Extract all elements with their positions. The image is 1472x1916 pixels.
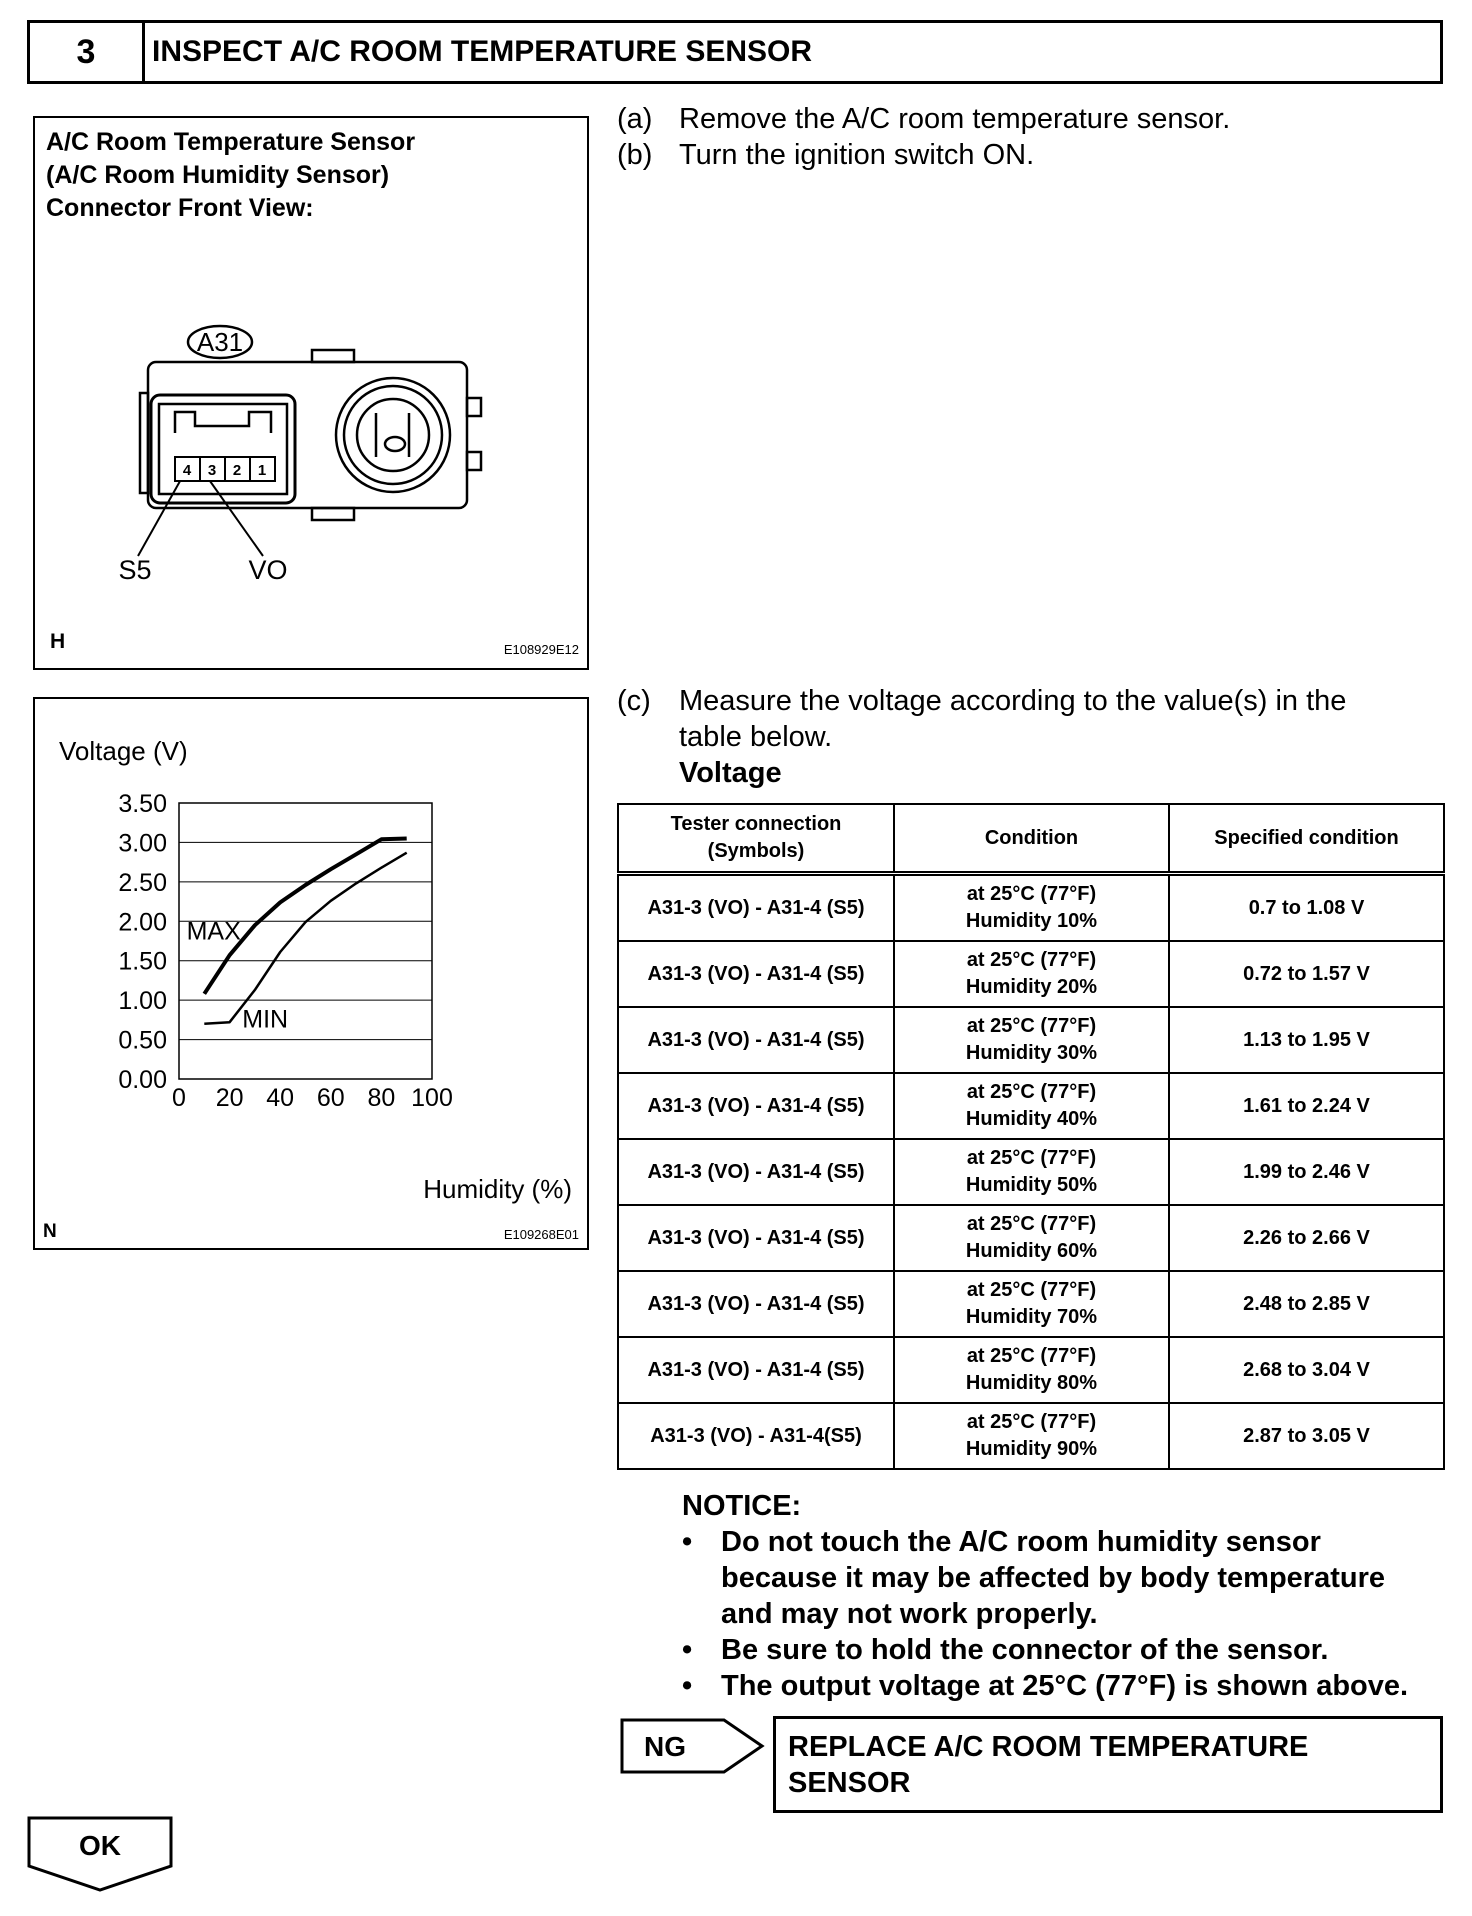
notice-item-line: because it may be affected by body temperature [721, 1562, 1385, 1594]
cell-connection: A31-3 (VO) - A31-4 (S5) [618, 1007, 894, 1073]
x-tick-label: 40 [266, 1084, 295, 1112]
table-row [618, 1271, 1444, 1337]
table-row [618, 1205, 1444, 1271]
cell-specified-condition: 1.13 to 1.95 V [1169, 1007, 1444, 1073]
condition-temperature: at 25°C (77°F) [966, 883, 1097, 905]
condition-temperature: at 25°C (77°F) [966, 1213, 1097, 1235]
vo-leader-line [205, 474, 263, 556]
ok-label: OK [79, 1830, 121, 1861]
notice-item-line: Be sure to hold the connector of the sensor. [721, 1634, 1329, 1666]
sensor-inner-ring [344, 386, 442, 484]
connector-id-label: A31 [196, 327, 244, 357]
condition-humidity: Humidity 60% [965, 1240, 1098, 1262]
sensor-core [357, 399, 429, 471]
notice-item-line: and may not work properly. [721, 1598, 1098, 1630]
notice-list [682, 1524, 1452, 1704]
table-row [618, 1073, 1444, 1139]
figure-corner-letter: H [50, 630, 66, 653]
y-tick-label: 0.00 [118, 1066, 167, 1094]
condition-humidity: Humidity 30% [965, 1042, 1098, 1064]
notice-title: NOTICE: [682, 1490, 802, 1522]
condition-humidity: Humidity 10% [965, 910, 1098, 932]
x-tick-labels [172, 1084, 453, 1112]
y-tick-labels [118, 790, 167, 1094]
pin-label-2: 2 [232, 462, 242, 479]
bullet-icon: • [682, 1634, 693, 1666]
table-header-row [618, 804, 1444, 874]
replace-line-1: REPLACE A/C ROOM TEMPERATURE [788, 1731, 1309, 1763]
notice-item [682, 1668, 1452, 1704]
pin-vo-label: VO [248, 555, 288, 585]
ok-arrow-box [27, 1816, 175, 1892]
table-row [618, 1337, 1444, 1403]
figure-corner-letter: N [43, 1221, 57, 1242]
pin-label-1: 1 [257, 462, 267, 479]
bullet-icon: • [682, 1670, 693, 1702]
cell-condition [894, 1139, 1169, 1205]
s5-leader-line [138, 474, 184, 556]
y-tick-label: 3.50 [118, 790, 167, 818]
sensor-element-dot [385, 437, 405, 451]
caption-line-3: Connector Front View: [46, 194, 314, 222]
series-labels [187, 917, 288, 1033]
y-tick-label: 2.50 [118, 868, 167, 897]
y-tick-label: 3.00 [118, 829, 167, 858]
step-number: 3 [30, 23, 145, 81]
step-c-text-line-2: table below. [679, 721, 833, 753]
ng-arrow-box [620, 1718, 770, 1774]
condition-humidity: Humidity 20% [965, 976, 1098, 998]
cell-specified-condition: 1.99 to 2.46 V [1169, 1139, 1444, 1205]
notice-item-line: Do not touch the A/C room humidity sensor [721, 1526, 1321, 1558]
x-tick-label: 0 [172, 1084, 186, 1112]
step-c-text-line-1: Measure the voltage according to the value(s) in the [679, 685, 1347, 717]
connector-figure [33, 116, 589, 670]
notice-item [682, 1524, 1452, 1632]
table-body [618, 874, 1444, 1470]
notice-item-line: The output voltage at 25°C (77°F) is shown above. [721, 1670, 1409, 1702]
table-row [618, 1007, 1444, 1073]
table-row [618, 941, 1444, 1007]
cell-connection: A31-3 (VO) - A31-4 (S5) [618, 1205, 894, 1271]
table-row [618, 1403, 1444, 1469]
sensor-outer-ring [336, 378, 450, 492]
table-row [618, 1139, 1444, 1205]
header-tester-connection: Tester connection (Symbols) [618, 804, 894, 874]
figure-code: E109268E01 [503, 1227, 579, 1242]
step-b-label: (b) [617, 139, 653, 171]
step-a-text: Remove the A/C room temperature sensor. [679, 103, 1231, 135]
cell-connection: A31-3 (VO) - A31-4 (S5) [618, 941, 894, 1007]
condition-humidity: Humidity 40% [965, 1108, 1098, 1130]
series-label-min: MIN [242, 1005, 289, 1034]
bullet-icon: • [682, 1526, 693, 1558]
figure-code: E108929E12 [503, 642, 579, 657]
cell-condition [894, 1073, 1169, 1139]
cell-connection: A31-3 (VO) - A31-4(S5) [618, 1403, 894, 1469]
x-tick-label: 20 [215, 1084, 244, 1112]
replace-sensor-box [773, 1716, 1443, 1813]
step-header [27, 20, 1443, 84]
lock-notch [175, 412, 271, 433]
voltage-spec-table [617, 803, 1445, 1470]
y-tick-label: 0.50 [118, 1026, 167, 1055]
step-c [617, 683, 1447, 795]
cell-specified-condition: 2.26 to 2.66 V [1169, 1205, 1444, 1271]
step-b [617, 137, 1447, 177]
cell-condition [894, 874, 1169, 942]
caption-line-2: (A/C Room Humidity Sensor) [46, 161, 390, 189]
step-a [617, 101, 1447, 141]
cell-condition [894, 941, 1169, 1007]
connector-bottom-tab [312, 508, 354, 520]
header-specified-condition: Specified condition [1169, 804, 1444, 874]
terminal-housing [151, 395, 295, 503]
ng-label: NG [644, 1731, 686, 1762]
x-axis-label: Humidity (%) [423, 1174, 572, 1204]
cell-specified-condition: 2.68 to 3.04 V [1169, 1337, 1444, 1403]
y-tick-label: 1.50 [118, 947, 167, 976]
connector-top-tab [312, 350, 354, 362]
condition-temperature: at 25°C (77°F) [966, 949, 1097, 971]
caption-line-1: A/C Room Temperature Sensor [46, 128, 416, 156]
cell-condition [894, 1271, 1169, 1337]
cell-condition [894, 1337, 1169, 1403]
x-tick-label: 80 [367, 1084, 396, 1112]
condition-temperature: at 25°C (77°F) [966, 1279, 1097, 1301]
cell-condition [894, 1205, 1169, 1271]
header-condition: Condition [894, 804, 1169, 874]
cell-condition [894, 1007, 1169, 1073]
step-title: INSPECT A/C ROOM TEMPERATURE SENSOR [152, 35, 813, 68]
voltage-chart-figure [33, 697, 589, 1250]
condition-temperature: at 25°C (77°F) [966, 1147, 1097, 1169]
condition-humidity: Humidity 80% [965, 1372, 1098, 1394]
cell-specified-condition: 0.72 to 1.57 V [1169, 941, 1444, 1007]
y-axis-label: Voltage (V) [59, 736, 188, 766]
cell-connection: A31-3 (VO) - A31-4 (S5) [618, 1337, 894, 1403]
table-row [618, 874, 1444, 942]
condition-temperature: at 25°C (77°F) [966, 1411, 1097, 1433]
condition-humidity: Humidity 90% [965, 1438, 1098, 1460]
cell-specified-condition: 2.48 to 2.85 V [1169, 1271, 1444, 1337]
condition-temperature: at 25°C (77°F) [966, 1081, 1097, 1103]
replace-line-2: SENSOR [788, 1767, 911, 1799]
connector-right-tab-1 [467, 398, 481, 416]
cell-specified-condition: 2.87 to 3.05 V [1169, 1403, 1444, 1469]
y-tick-label: 1.00 [118, 987, 167, 1016]
step-c-label: (c) [617, 685, 651, 717]
condition-humidity: Humidity 50% [965, 1174, 1098, 1196]
notice-block [682, 1488, 1452, 1704]
cell-connection: A31-3 (VO) - A31-4 (S5) [618, 1073, 894, 1139]
x-tick-label: 100 [411, 1084, 453, 1112]
x-tick-label: 60 [316, 1084, 345, 1112]
connector-left-rib [140, 393, 148, 493]
step-c-subtitle: Voltage [679, 757, 782, 789]
y-tick-label: 2.00 [118, 908, 167, 937]
condition-temperature: at 25°C (77°F) [966, 1015, 1097, 1037]
series-label-max: MAX [186, 917, 241, 946]
cell-specified-condition: 1.61 to 2.24 V [1169, 1073, 1444, 1139]
cell-connection: A31-3 (VO) - A31-4 (S5) [618, 1139, 894, 1205]
cell-condition [894, 1403, 1169, 1469]
pin-label-4: 4 [182, 462, 192, 479]
condition-temperature: at 25°C (77°F) [966, 1345, 1097, 1367]
voltage-chart [35, 699, 587, 1248]
connector-right-tab-2 [467, 452, 481, 470]
step-a-label: (a) [617, 103, 653, 135]
series-line-max [204, 839, 406, 994]
step-b-text: Turn the ignition switch ON. [679, 139, 1035, 171]
notice-item [682, 1632, 1452, 1668]
pin-label-3: 3 [207, 462, 217, 479]
condition-humidity: Humidity 70% [965, 1306, 1098, 1328]
connector-diagram [35, 118, 587, 668]
cell-specified-condition: 0.7 to 1.08 V [1169, 874, 1444, 942]
cell-connection: A31-3 (VO) - A31-4 (S5) [618, 1271, 894, 1337]
pin-s5-label: S5 [118, 555, 152, 585]
cell-connection: A31-3 (VO) - A31-4 (S5) [618, 874, 894, 942]
